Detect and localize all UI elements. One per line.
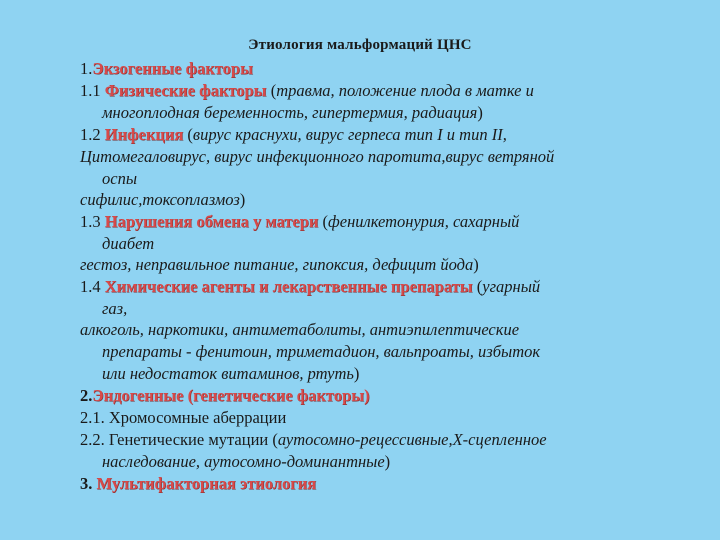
- item-2-1: [80, 407, 670, 429]
- section-1-title: Экзогенные факторы: [92, 59, 253, 78]
- item-1-4-desc-line-2: газ,: [102, 299, 128, 318]
- item-1-4-desc-line-4: препараты - фенитоин, триметадион, вальпроаты, избыток: [102, 342, 541, 361]
- item-1-4-desc-line-3: алкоголь, наркотики, антиметаболиты, антиэпилептические: [80, 320, 520, 339]
- item-1-2-line-3: [80, 168, 670, 189]
- item-1-3-number: 1.3: [80, 212, 105, 231]
- item-2-2-term: Генетические мутации: [108, 430, 269, 449]
- item-1-2-desc-line-4: сифилис,токсоплазмоз: [80, 190, 240, 209]
- item-2-2-desc-line-1: аутосомно-рецессивные,Х-сцепленное: [277, 430, 547, 449]
- item-1-4-desc-line-1: угарный: [482, 277, 541, 296]
- item-1-2-number: 1.2: [80, 125, 105, 144]
- item-2-2-open-paren: (: [268, 430, 278, 449]
- item-2-2-close-paren: ): [384, 452, 391, 471]
- item-1-2-term: Инфекция: [104, 125, 184, 144]
- item-1-3-close-paren: ): [473, 255, 479, 274]
- item-2-1-text: 2.1. Хромосомные аберрации: [80, 408, 287, 427]
- slide-content: [80, 58, 670, 495]
- section-3-heading: [80, 473, 670, 495]
- item-1-4-line-2: [80, 298, 670, 319]
- item-1-1-number: 1.1: [80, 81, 105, 100]
- item-1-2-open-paren: (: [183, 125, 193, 144]
- item-1-4-desc-line-5: или недостаток витаминов, ртуть: [102, 364, 354, 383]
- section-3-number: 3.: [80, 474, 97, 493]
- section-2-number: 2.: [80, 386, 93, 405]
- item-1-3: [80, 211, 670, 233]
- item-1-1-continued: [80, 102, 670, 124]
- item-2-2-number: 2.2.: [80, 430, 109, 449]
- item-1-1-desc-line-2: многоплодная беременность, гипертермия, радиация: [102, 103, 478, 122]
- item-1-4-line-4: [80, 341, 670, 363]
- item-1-3-desc-line-3: гестоз, неправильное питание, гипоксия, дефицит йода: [80, 255, 474, 274]
- item-1-2-line-2: [80, 146, 670, 168]
- item-1-3-term: Нарушения обмена у матери: [104, 212, 319, 231]
- item-1-2-desc-line-2: Цитомегаловирус, вирус инфекционного паротита,вирус ветряной: [80, 147, 555, 166]
- section-1-heading: [80, 58, 670, 80]
- section-2-heading: [80, 385, 670, 407]
- item-2-2-desc-line-2: наследование, аутосомно-доминантные: [102, 452, 385, 471]
- item-1-3-line-2: [80, 233, 670, 254]
- item-1-2-desc-line-1: вирус краснухи, вирус герпеса тип I и тип II,: [192, 125, 507, 144]
- item-1-4: [80, 276, 670, 298]
- item-1-4-number: 1.4: [80, 277, 105, 296]
- item-1-4-open-paren: (: [472, 277, 483, 296]
- item-1-4-term: Химические агенты и лекарственные препараты: [104, 277, 473, 296]
- item-1-3-desc-line-2: диабет: [102, 234, 155, 253]
- item-2-2-line-2: [80, 451, 670, 473]
- item-1-1-open-paren: (: [266, 81, 277, 100]
- item-1-4-line-3: [80, 319, 670, 341]
- item-1-1-desc-line-1: травма, положение плода в матке и: [276, 81, 534, 100]
- item-1-3-line-3: [80, 254, 670, 276]
- item-1-2-desc-line-3: оспы: [102, 169, 137, 188]
- item-1-3-desc-line-1: фенилкетонурия, сахарный: [328, 212, 520, 231]
- item-1-1: [80, 80, 670, 102]
- item-1-2: [80, 124, 670, 146]
- section-1-number: 1.: [80, 59, 93, 78]
- item-1-4-close-paren: ): [353, 364, 360, 383]
- item-1-1-term: Физические факторы: [104, 81, 267, 100]
- section-3-title: Мультифакторная этиология: [96, 474, 317, 493]
- item-1-1-close-paren: ): [477, 103, 483, 122]
- item-1-2-line-4: [80, 189, 670, 211]
- section-2-title: Эндогенные (генетические факторы): [92, 386, 370, 405]
- slide-title: Этиология мальформаций ЦНС: [248, 37, 472, 53]
- item-1-3-open-paren: (: [318, 212, 329, 231]
- item-2-2: [80, 429, 670, 451]
- item-1-4-line-5: [80, 363, 670, 385]
- item-1-2-close-paren: ): [239, 190, 246, 209]
